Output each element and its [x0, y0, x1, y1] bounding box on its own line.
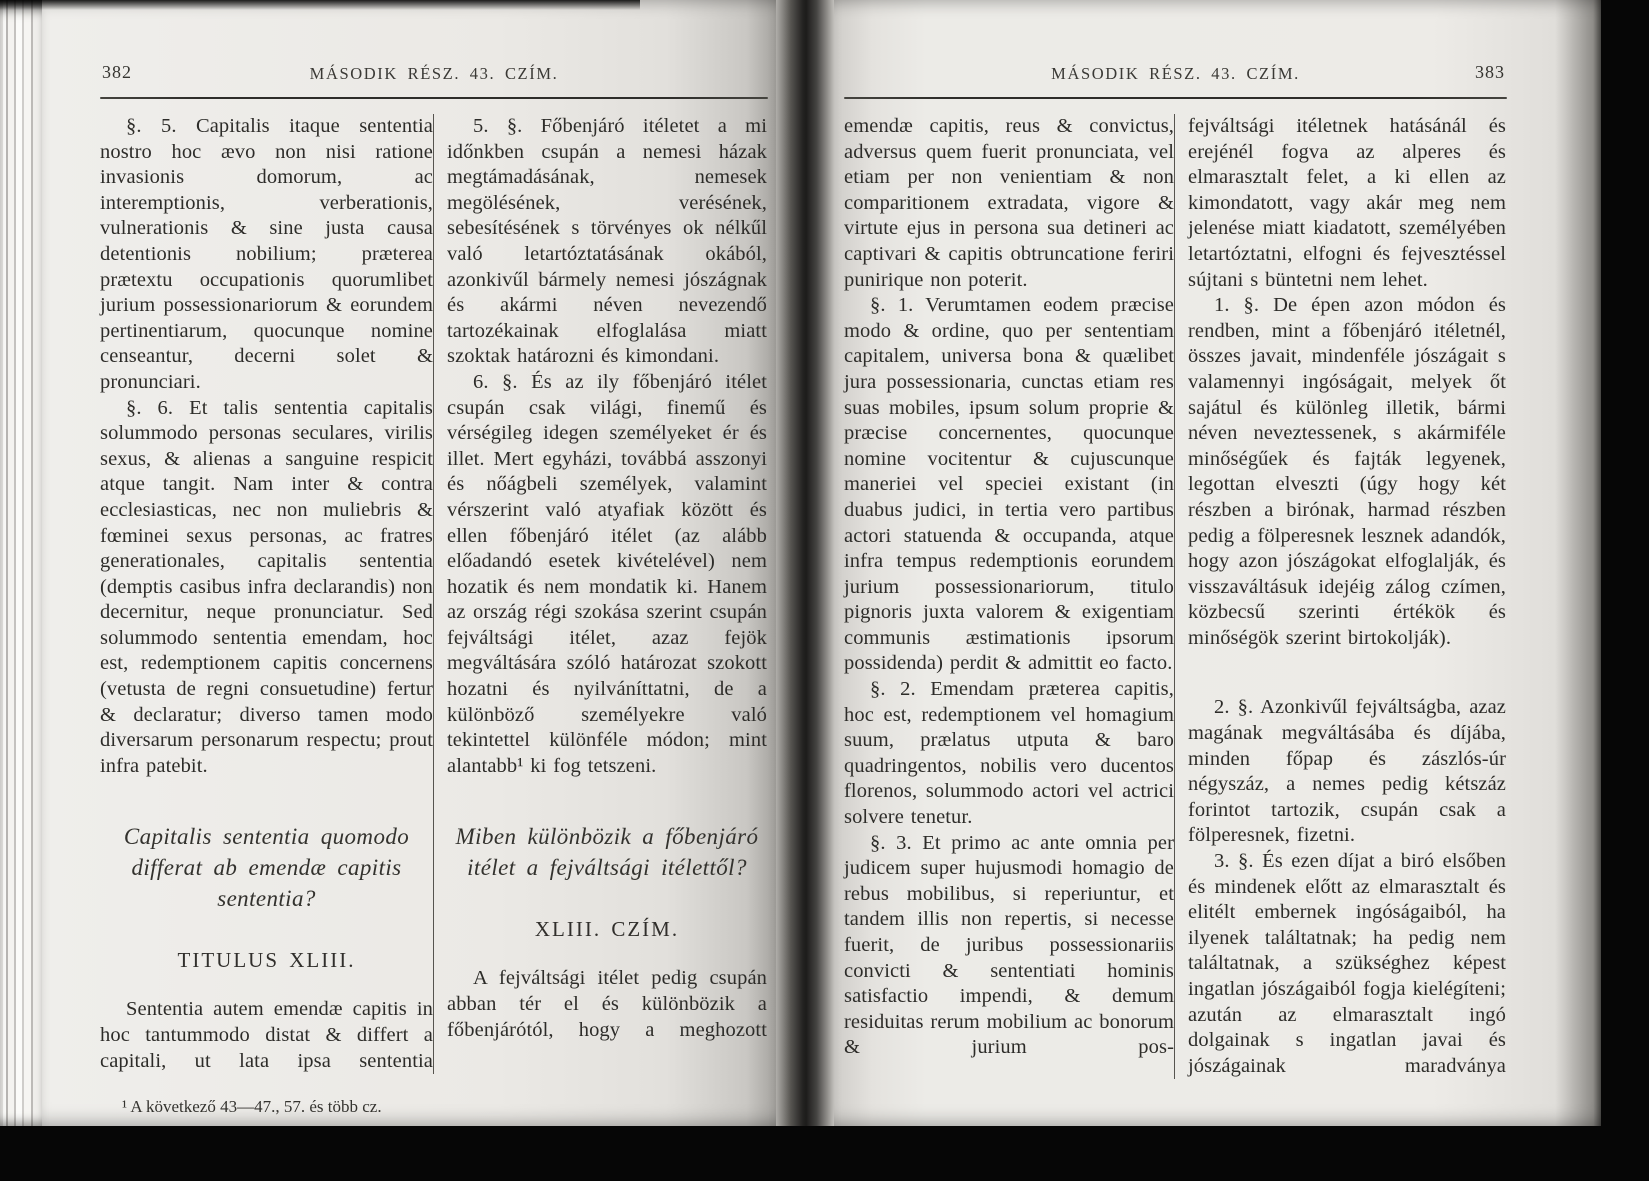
page-number-right: 383 — [1475, 62, 1505, 82]
paragraph: §. 3. Et primo ac ante omnia per judicem super hujusmodi homagio de rebus mobilibus, si reperiuntur, et tandem illis non repertis, si necesse fuerit, de juribus possessionariis convicti & sententiati hominis satisfactio impendi, & demum residuitas rerum mobilium ac bonorum & jurium pos- — [844, 831, 1174, 1059]
paragraph: 3. §. És ezen díjat a biró elsőben és mindenek előtt az elmarasztalt és elitélt embernek ingóságaiból, ha ilyenek találtatnak; ha pedig nem találtatnak, a szükséghez képest ingatlan jószágaiból fogja kielégíteni; azután az elmarasztalt ingó dolgainak s ingatlan javai és jószágainak maradványa — [1188, 850, 1506, 1077]
paragraph: §. 5. Capitalis itaque sententia nostro hoc ævo non nisi ratione invasionis domorum, ac interemptionis, verberationis, vulnerationis & sine justa causa detentionis nobilium; præterea prætextu occupationis quorumlibet jurium possessionariorum & eorundem pertinentiarum, quocunque nomine censeantur, decerni solet & pronunciari. — [100, 115, 433, 393]
page-header-right — [844, 62, 1507, 88]
page-right-content — [834, 0, 1601, 1126]
hungarian-column-383 — [1175, 114, 1506, 1079]
paragraph: §. 1. Verumtamen eodem præcise modo & ordine, quo per sententiam capitalem, universa bona & quælibet jura possessionaria, cunctas etiam res suas mobiles, ipsum solum proprie & præcise concernentes, quocunque nomine vocitentur & cujuscunque maneriei vel speciei existant (in duabus judici, in tertia vero partibus actori statuenda & occupanda, atque infra tempus redemptionis eorundem jurium possessionariorum, titulo pignoris juxta valorem & exigentiam communis æstimationis ipsorum possidenda) perdit & admittit eo facto. — [844, 294, 1174, 675]
page-edges-left — [0, 0, 42, 1126]
hungarian-column-382 — [434, 114, 767, 1074]
paragraph: 2. §. Azonkivűl fejváltságba, azaz magának megváltásába és díjába, minden főpap és zászlós-úr négyszáz, a nemes pedig kétszáz forintot tartozik, csupán csak a fölperesnek, fizetni. — [1188, 696, 1506, 847]
page-number-left: 382 — [102, 62, 132, 82]
question-heading-latin: Capitalis sententia quomodo differat ab emendæ capitis sententia? — [123, 824, 410, 912]
paragraph: §. 6. Et talis sententia capitalis solummodo personas seculares, virilis sexus, & alienas a sanguine respicit atque tangit. Nam inter & contra ecclesiasticas, nec non muliebris & fœminei sexus personas, ac fratres generationales, capitalis sententia (demptis casibus infra declarandis) non decernitur, neque pronunciatur. Sed solummodo sententia emendam, hoc est, redemptionem capitis concernens (vetusta de regni consuetudine) fertur & declaratur; diverso tamen modo diversarum personarum respectu; prout infra patebit. — [100, 396, 433, 777]
page-header-left — [100, 62, 768, 88]
latin-column-383 — [844, 114, 1174, 1079]
paragraph: fejváltsági itéletnek hatásánál és erejénél fogva az alperes és elmarasztalt felet, a ki ellen az kimondatott, vagy akár meg nem jelenése miatt kiadatott, személyében letartóztatni, elfogni és fejvesztéssel sújtani s büntetni nem lehet. — [1188, 115, 1506, 291]
page-left — [42, 0, 776, 1126]
czim-heading: XLIII. CZÍM. — [534, 917, 680, 942]
page-left-content — [42, 0, 776, 1126]
running-title-left: MÁSODIK RÉSZ. 43. CZÍM. — [309, 64, 559, 83]
paragraph: §. 2. Emendam præterea capitis, hoc est, redemptionem vel homagium suum, prælatus utputa & baro quadringentos, nobilis vero ducentos florenos, solummodo actori vel actrici solvere tenetur. — [844, 678, 1174, 829]
page-right — [834, 0, 1601, 1126]
columns-left-page — [100, 114, 768, 1074]
footnote: ¹ A következő 43—47., 57. és több cz. — [122, 1097, 382, 1117]
running-title-right: MÁSODIK RÉSZ. 43. CZÍM. — [1051, 64, 1300, 83]
book-gutter — [776, 0, 834, 1126]
paragraph: emendæ capitis, reus & convictus, adversus quem fuerit pronunciata, vel etiam per non venientiam & non comparitionem extradata, vigore & virtute ejus in persona sua detineri ac captivari & capitis obtruncatione feriri punirique non poterit. — [844, 115, 1174, 291]
paragraph: 1. §. De épen azon módon és rendben, mint a főbenjáró itéletnél, összes javait, mindenféle jószágait s valamennyi ingóságait, melyek őt sajátul és különleg illetik, bármi néven neveztessenek, s akármiféle minőségűek és fajták legyenek, legottan elveszti (úgy hogy két részben a birónak, harmad részben pedig a fölperesnek lesznek adandók, hogy azon jószágokat elfoglalják, és visszaváltásuk idejéig zálog czímen, közbecsű szerinti értékök és minőségök szerint birtokolják). — [1188, 294, 1506, 649]
columns-right-page — [844, 114, 1507, 1079]
paragraph: 5. §. Főbenjáró itéletet a mi időnkben csupán a nemesi házak megtámadásának, nemesek megölésének, verésének, sebesítésének s törvényes ok nélkűl való letartóztatásának okából, azonkivűl bármely nemesi jószágnak és akármi néven nevezendő tartozékainak elfoglalása miatt szoktak határozni és kimondani. — [447, 115, 767, 368]
titulus-heading: TITULUS XLIII. — [177, 948, 356, 973]
paragraph: Sententia autem emendæ capitis in hoc tantummodo distat & differt a capitali, ut lata ipsa sententia — [100, 998, 433, 1072]
header-rule-left — [100, 97, 768, 99]
paragraph: 6. §. És az ily főbenjáró itélet csupán csak világi, finemű és vérségileg idegen személyeket ér és illet. Mert egyházi, továbbá asszonyi és nőágbeli személyek, valamint vérszerint való atyafiak között és ellen főbenjáró itélet (az alább előadandó esetek kivételével) nem hozatik és nem mondatik ki. Hanem az ország régi szokása szerint csupán fejváltsági itélet, azaz fejök megváltására szóló határozat szokott hozatni és nyilváníttatni, de a különböző személyekre való tekintettel különféle módon; mint alantabb¹ ki fog tetszeni. — [447, 370, 767, 777]
header-rule-right — [844, 97, 1507, 99]
paragraph: A fejváltsági itélet pedig csupán abban tér el és különbözik a főbenjárótól, hogy a meghozott — [447, 967, 767, 1041]
latin-column-382 — [100, 114, 433, 1074]
question-heading-hungarian: Miben különbözik a főbenjáró itélet a fejváltsági itélettől? — [455, 824, 759, 881]
